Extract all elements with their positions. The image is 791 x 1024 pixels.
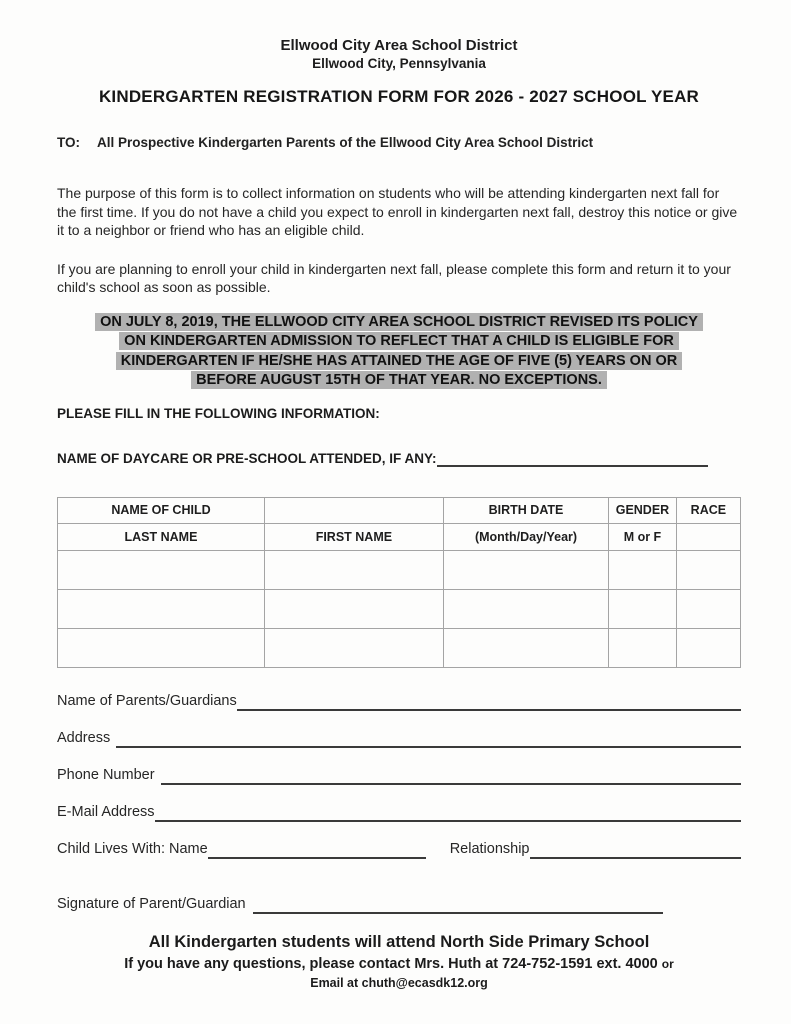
header-race-empty [676,523,740,550]
parents-field [57,692,741,711]
table-row [58,628,741,667]
table-cell [264,550,443,589]
header-m-or-f: M or F [609,523,677,550]
header-birth-date: BIRTH DATE [443,497,608,523]
table-header-row-1 [58,497,741,523]
signature-label: Signature of Parent/Guardian [57,895,246,912]
table-cell [609,589,677,628]
daycare-fill-in-line [437,448,708,467]
child-info-table [57,497,741,668]
table-row [58,589,741,628]
header-race: RACE [676,497,740,523]
email-fill-in-line [155,803,741,822]
table-cell [609,550,677,589]
table-cell [58,589,265,628]
policy-line: ON KINDERGARTEN ADMISSION TO REFLECT THAT A CHILD IS ELIGIBLE FOR [57,332,741,352]
email-field [57,803,741,822]
signature-fill-in-line [253,895,663,914]
table-cell [264,589,443,628]
phone-field [57,766,741,785]
fill-in-instruction: PLEASE FILL IN THE FOLLOWING INFORMATION: [57,405,380,421]
header-name-of-child: NAME OF CHILD [58,497,265,523]
phone-fill-in-line [161,766,741,785]
purpose-paragraph: The purpose of this form is to collect information on students who will be attending kindergarten next fall for the first time. If you do not have a child you expect to enroll in kindergarten next fall, destroy this notice or give it to a neighbor or friend who has an eligible child. [57,185,738,238]
footer-contact-line [57,955,741,974]
child-table-body [58,550,741,667]
relationship-fill-in-line [530,840,742,859]
footer-contact-or: or [661,956,674,971]
lives-with-field [57,840,741,859]
district-location: Ellwood City, Pennsylvania [312,56,486,71]
lives-with-label: Child Lives With: Name [57,840,208,857]
table-cell [443,550,608,589]
address-label: Address [57,729,111,746]
footer-contact-text: If you have any questions, please contact Mrs. Huth at 724-752-1591 ext. 4000 [124,955,658,972]
district-name: Ellwood City Area School District [280,37,518,54]
to-recipients: All Prospective Kindergarten Parents of the Ellwood City Area School District [97,135,594,150]
footer-school-notice: All Kindergarten students will attend North Side Primary School [148,932,650,951]
policy-line: ON JULY 8, 2019, THE ELLWOOD CITY AREA SCHOOL DISTRICT REVISED ITS POLICY [57,313,741,333]
enroll-paragraph: If you are planning to enroll your child in kindergarten next fall, please complete this form and return it to your child's school as soon as possible. [57,260,731,295]
table-cell [676,589,740,628]
header-birth-format: (Month/Day/Year) [443,523,608,550]
header-last-name: LAST NAME [58,523,265,550]
header-first-name: FIRST NAME [264,523,443,550]
to-label: TO: [57,135,80,150]
table-cell [58,628,265,667]
header-empty [264,497,443,523]
policy-line: BEFORE AUGUST 15TH OF THAT YEAR. NO EXCEPTIONS. [57,371,741,391]
daycare-label: NAME OF DAYCARE OR PRE-SCHOOL ATTENDED, IF ANY: [57,450,437,466]
document-footer [57,932,741,991]
lives-with-name-fill-in-line [208,840,426,859]
table-cell [443,589,608,628]
table-cell [264,628,443,667]
footer-email-line: Email at chuth@ecasdk12.org [310,975,488,990]
table-cell [676,550,740,589]
table-cell [609,628,677,667]
header-gender: GENDER [609,497,677,523]
relationship-label: Relationship [449,840,530,857]
table-row [58,550,741,589]
policy-line: KINDERGARTEN IF HE/SHE HAS ATTAINED THE AGE OF FIVE (5) YEARS ON OR [57,352,741,372]
document-header [57,36,741,72]
signature-field [57,895,741,914]
parents-label: Name of Parents/Guardians [57,692,237,709]
policy-notice [57,313,741,391]
table-cell [443,628,608,667]
table-header-row-2 [58,523,741,550]
parents-fill-in-line [237,692,741,711]
page-title: KINDERGARTEN REGISTRATION FORM FOR 2026 - 2027 SCHOOL YEAR [98,87,700,106]
daycare-field [57,448,741,467]
address-field [57,729,741,748]
address-fill-in-line [116,729,741,748]
email-label: E-Mail Address [57,803,155,820]
table-cell [676,628,740,667]
table-cell [58,550,265,589]
to-line [57,134,741,151]
phone-label: Phone Number [57,766,155,783]
